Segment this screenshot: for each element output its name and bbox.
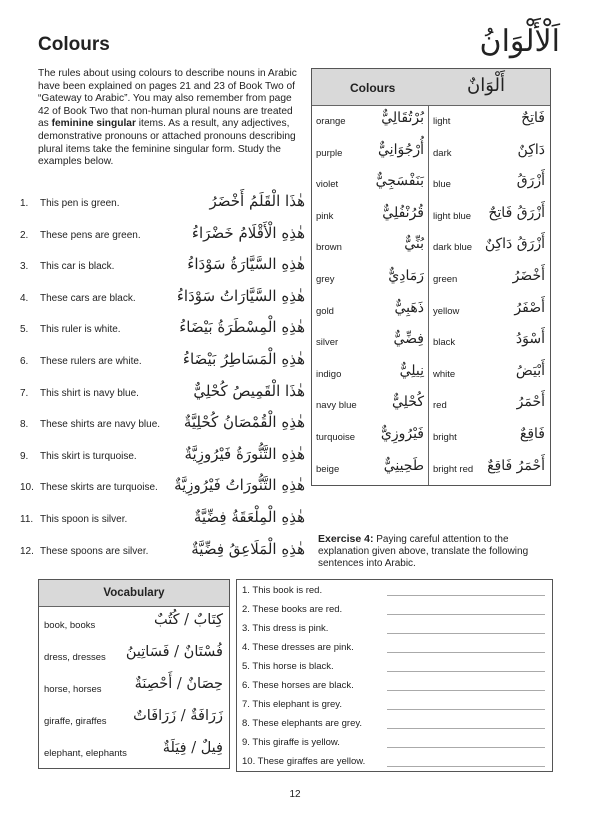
colour-english: dark blue [433,242,473,254]
page-title-arabic: اَلْأَلْوَانُ [479,24,560,59]
intro-text-1: The rules about using colours to describe nouns in Arabic have been explained on pages 21 and 23 of Book Two of “Gateway to Arabic”. You may also remember from page 42 of Book Two that non-human plural nouns are treated as [38,68,297,130]
vocabulary-arabic: فِيلٌ / فِيَلَةٌ [162,740,223,756]
colour-arabic: بُنِّيٌّ [404,236,424,253]
answer-line[interactable] [387,690,545,691]
colour-english: blue [433,179,451,191]
example-english: This pen is green. [40,198,120,209]
colour-row [312,453,428,485]
intro-paragraph [38,68,300,169]
colour-english: black [433,337,456,349]
example-arabic: هٰذِهِ الْمِلْعَقَةُ فِضِّيَّةٌ [193,508,305,526]
colour-english: light [433,116,451,127]
vocabulary-row [39,704,229,736]
colour-english: turquoise [316,432,356,443]
colour-english: indigo [316,368,342,380]
exercise-sentence: 2. These books are red. [242,604,345,615]
colour-arabic: قُرُنْفُلِيٌّ [382,204,424,221]
colour-english: navy blue [316,400,357,412]
answer-line[interactable] [387,671,545,672]
colours-table-header-en: Colours [350,81,396,95]
colour-row [429,421,549,453]
answer-line[interactable] [387,709,545,710]
colour-arabic: أُرْجُوَانِيٌّ [378,141,424,158]
colour-row [312,326,428,358]
colour-arabic: نِيلِيٌّ [399,362,424,379]
exercise-sentence: 9. This giraffe is yellow. [242,737,343,748]
colour-english: bright [433,432,457,443]
exercise-sentence: 8. These elephants are grey. [242,718,365,729]
colour-row [429,453,549,485]
exercise-sentence: 6. These horses are black. [242,680,357,691]
colour-english: brown [316,242,342,254]
example-english: This shirt is navy blue. [40,387,139,399]
vocabulary-english: dress, dresses [44,652,106,663]
exercise-row [242,620,547,639]
colour-english: beige [316,463,340,475]
example-english: This spoon is silver. [40,514,128,525]
intro-text-2: items. As a result, any adjectives, demonstrative pronouns or attached pronouns describing plural items take the feminine singular form. Study the examples below. [38,118,296,168]
example-number: 1. [20,198,29,209]
vocabulary-row [39,672,229,704]
example-english: These rulers are white. [40,356,142,367]
intro-bold-text: feminine singular [51,118,136,130]
example-row [20,287,305,311]
colour-row [429,389,549,421]
exercise-instructions [318,533,548,570]
colour-row [429,105,549,137]
exercise-row [242,582,547,601]
exercise-row [242,715,547,734]
exercise-box [236,579,553,772]
colour-arabic: بَنَفْسَجِيٌّ [375,173,424,190]
page-number: 12 [289,789,301,800]
colour-english: orange [316,116,346,127]
colour-arabic: كُحْلِيٌّ [391,394,424,411]
colour-row [429,358,549,390]
exercise-row [242,658,547,677]
example-english: These pens are green. [40,229,141,241]
exercise-row [242,601,547,620]
example-arabic: هٰذِهِ الْمَسَاطِرُ بَيْضَاءُ [182,350,305,368]
colour-row [429,200,549,232]
colour-row [312,168,428,200]
colour-english: grey [316,274,335,285]
example-english: This skirt is turquoise. [40,450,137,462]
exercise-row [242,639,547,658]
answer-line[interactable] [387,652,545,653]
example-arabic: هٰذِهِ التَّنُّورَاتُ فَيْرُوزِيَّةٌ [174,476,305,495]
answer-line[interactable] [387,766,545,767]
example-arabic: هٰذَا الْقَلَمُ أَخْضَرُ [209,192,305,210]
colour-arabic: بُرْتُقَالِيٌّ [381,110,424,126]
colours-table-header [312,69,550,106]
example-row [20,413,305,437]
vocabulary-arabic: كِتَابٌ / كُتُبٌ [154,612,223,628]
colour-english: light blue [433,210,472,222]
exercise-sentence: 10. These giraffes are yellow. [242,756,368,767]
example-english: This ruler is white. [40,324,121,336]
colour-english: violet [316,179,339,191]
exercise-row [242,734,547,753]
answer-line[interactable] [387,728,545,729]
colour-row [312,137,428,169]
colour-row [312,295,428,327]
colour-arabic: فَيْرُوزِيٌّ [380,426,424,442]
colour-row [312,105,428,137]
exercise-row [242,696,547,715]
colour-english: pink [316,210,334,222]
colour-english: purple [316,147,343,159]
colour-english: green [433,274,458,285]
example-row [20,508,305,532]
colours-table-header-ar: أَلْوَانٌ [467,75,506,96]
colour-arabic: أَحْمَرُ [516,394,545,411]
example-number: 2. [20,229,29,241]
colour-english: bright red [433,463,474,475]
colour-english: yellow [433,305,460,317]
example-english: This car is black. [40,261,115,273]
exercise-row [242,677,547,696]
answer-line[interactable] [387,747,545,748]
answer-line[interactable] [387,633,545,634]
colour-arabic: أَصْفَرُ [514,299,545,316]
vocabulary-arabic: حِصَانٌ / أَحْصِنَةٌ [134,676,223,692]
example-row [20,350,305,374]
exercise-sentence: 4. These dresses are pink. [242,642,357,653]
example-row [20,382,305,406]
example-number: 7. [20,387,29,399]
colour-row [312,231,428,263]
example-arabic: هٰذِهِ السَّيَّارَةُ سَوْدَاءُ [187,255,305,274]
example-row [20,540,305,564]
example-row [20,318,305,342]
colour-arabic: أَزْرَقُ فَاتِحٌ [488,204,545,221]
colour-english: dark [433,147,452,159]
vocabulary-english: book, books [44,620,96,631]
colour-arabic: فَاتِحٌ [521,110,545,126]
colour-arabic: ذَهَبِيٌّ [394,299,424,316]
colour-english: white [433,368,456,380]
vocabulary-english: giraffe, giraffes [44,716,107,727]
exercise-sentence: 5. This horse is black. [242,661,337,672]
example-number: 3. [20,261,29,273]
example-number: 10. [20,482,34,494]
vocabulary-arabic: زَرَافَةٌ / زَرَافَاتٌ [133,708,223,724]
colour-row [429,295,549,327]
example-number: 11. [20,514,34,525]
example-row [20,192,305,216]
example-number: 9. [20,450,29,462]
colour-english: red [433,400,447,412]
colour-row [429,168,549,200]
vocabulary-row [39,736,229,768]
example-english: These skirts are turquoise. [40,482,158,494]
colour-row [312,389,428,421]
exercise-row [242,753,547,772]
example-arabic: هٰذِهِ الْقُمْصَانُ كُحْلِيَّةٌ [183,413,305,432]
example-arabic: هٰذِهِ الْمِسْطَرَةُ بَيْضَاءُ [179,318,305,337]
example-row [20,255,305,279]
example-arabic: هٰذِهِ الْمَلَاعِقُ فِضِّيَّةٌ [191,539,305,558]
colour-row [429,231,549,263]
example-arabic: هٰذَا الْقَمِيصُ كُحْلِيٌّ [193,381,305,400]
colours-table [311,68,551,486]
example-number: 5. [20,324,29,336]
colour-arabic: دَاكِنٌ [517,141,545,158]
example-arabic: هٰذِهِ السَّيَّارَاتُ سَوْدَاءُ [176,286,305,305]
example-number: 12. [20,545,34,557]
colour-row [312,200,428,232]
colour-english: gold [316,305,334,317]
colour-row [429,326,549,358]
vocabulary-arabic: فُسْتَانٌ / فَسَاتِينُ [125,644,223,660]
exercise-sentence: 3. This dress is pink. [242,623,331,634]
page-title: Colours [38,34,110,55]
exercise-sentence: 1. This book is red. [242,585,325,596]
example-english: These cars are black. [40,292,136,304]
colour-arabic: أَزْرَقُ دَاكِنٌ [484,236,545,253]
colour-arabic: فَاقِعٌ [519,426,545,442]
colour-arabic: فِضِّيٌّ [393,331,424,348]
colour-row [312,421,428,453]
colour-row [312,263,428,295]
colour-arabic: رَمَادِيٌّ [388,268,424,284]
colour-row [312,358,428,390]
colour-arabic: أَحْمَرُ فَاقِعٌ [487,457,545,474]
example-row [20,476,305,500]
answer-line[interactable] [387,614,545,615]
example-number: 8. [20,419,29,431]
answer-line[interactable] [387,595,545,596]
example-number: 6. [20,356,29,367]
vocabulary-row [39,640,229,672]
exercise-title: Exercise 4: [318,533,374,545]
example-english: These shirts are navy blue. [40,419,161,431]
example-row [20,224,305,248]
vocabulary-header: Vocabulary [39,580,229,607]
exercise-sentence: 7. This elephant is grey. [242,699,345,710]
example-number: 4. [20,292,29,304]
colour-row [429,137,549,169]
colour-arabic: أَبْيَضُ [515,362,545,379]
example-row [20,445,305,469]
vocabulary-english: elephant, elephants [44,748,127,759]
vocabulary-row [39,608,229,640]
exercise-instruction-text: Paying careful attention to the explanation given above, translate the following sentences into Arabic. [318,534,529,569]
colour-row [429,263,549,295]
example-arabic: هٰذِهِ الْأَقْلَامُ خَضْرَاءُ [191,223,305,242]
colour-arabic: أَخْضَرُ [512,268,545,284]
colour-arabic: أَزْرَقُ [516,173,545,190]
colour-arabic: أَسْوَدُ [515,331,545,348]
example-english: These spoons are silver. [40,545,149,557]
vocabulary-english: horse, horses [44,684,102,695]
colour-arabic: طَحِينِيٌّ [383,457,424,474]
vocabulary-box [38,579,230,769]
colour-english: silver [316,337,339,349]
example-arabic: هٰذِهِ التَّنُّورَةُ فَيْرُوزِيَّةٌ [184,444,305,463]
